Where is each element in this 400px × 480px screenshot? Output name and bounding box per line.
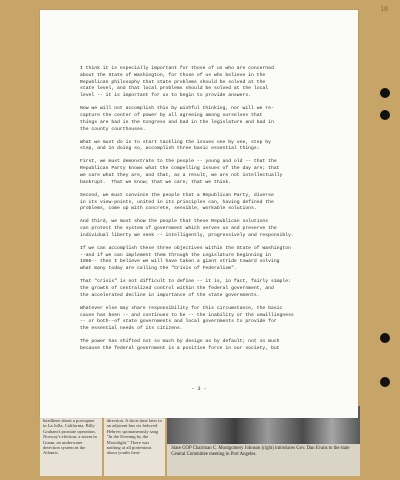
speech-line: Republican philosophy that state problems should be solved at the — [80, 79, 266, 85]
speech-line: I think it is especially important for those of us who are concerned — [80, 66, 274, 71]
speech-line: the growth of centralized control within the federal government, and — [80, 286, 274, 292]
speech-paragraph — [80, 140, 342, 154]
speech-line: The power has shifted not so much by design as by default; not so much — [80, 339, 280, 345]
page-number: - 3 - — [191, 386, 207, 392]
clipping-middle: direction. A short time later in an adjacent bus six beloved Hebrew spontaneously sang "In the Evening by the Moonlight." There was nothing at all portentous about youths beat- — [104, 406, 166, 476]
typed-speech-page — [40, 10, 358, 418]
speech-line: What we must do is to start tackling the issues one by one, step by — [80, 139, 271, 145]
speech-line: bankrupt. That we know; that we care; that we think. — [80, 179, 232, 185]
speech-line: If we can accomplish these three objectives within the State of Washington — [80, 245, 291, 251]
speech-line: we care what they are, and that, as a result, we are not intellectually — [80, 172, 283, 178]
speech-line: what many today are calling the "Crisis of Federalism". — [80, 266, 237, 272]
speech-line: level -- it is important for us to begin to provide answers. — [80, 93, 252, 99]
speech-line: Republican Party knows what the compelling issues of the day are; that — [80, 166, 280, 172]
speech-line: And third, we must show the people that these Republican solutions — [80, 219, 269, 225]
speech-line: That "crisis" is not difficult to define -- it is, in fact, fairly simple: — [80, 279, 291, 285]
speech-text — [80, 66, 342, 359]
photo-caption: State GOP Chairman C. Montgomery Johnson (right) introduces Gov. Dan Evans to the state Central Committee meeting in Port Angeles. — [171, 446, 350, 457]
speech-line: the accelerated decline in importance of the state governments. — [80, 292, 260, 298]
speech-line: -- or both--of state governments and local governments to provide for — [80, 319, 277, 325]
speech-line: in its view-points, united in its principles can, having defined the — [80, 199, 274, 205]
speech-line: problems, come up with concrete, sensible, workable solutions. — [80, 206, 257, 212]
speech-line: things are bad in the Congress and bad in the legislature and bad in — [80, 119, 274, 125]
speech-paragraph — [80, 159, 342, 186]
speech-line: Whatever else may share responsibility for this circumstance, the basic — [80, 305, 283, 311]
speech-paragraph — [80, 246, 342, 273]
speech-line: can protect the system of government which serves us and preserve the — [80, 226, 277, 232]
speech-line: about the State of Washington, for those of us who believe in the — [80, 72, 266, 78]
speech-line: individual liberty we seek -- intelligently, progressively and responsibly. — [80, 232, 294, 238]
speech-paragraph — [80, 193, 342, 213]
speech-paragraph — [80, 106, 342, 133]
binder-hole — [380, 333, 390, 343]
binder-hole — [380, 377, 390, 387]
speech-paragraph — [80, 279, 342, 299]
speech-line: cause has been -- and continues to be -- the inability or the unwillingness — [80, 312, 294, 318]
clipping-left: headlines about a porcupine in La Jolla, California, Billy Graham's prostate operation, Norway's election, a storm in Guam, an underwater detection system in the Atlantic, — [40, 406, 102, 476]
speech-line: capture the center of power by all agreeing among ourselves that — [80, 112, 263, 118]
speech-line: First, we must demonstrate to the people -- young and old -- that the — [80, 159, 277, 165]
speech-line: step, and in doing so, accomplish three basic essential things: — [80, 146, 260, 152]
speech-line: the essential needs of its citizens. — [80, 326, 183, 332]
speech-paragraph — [80, 66, 342, 100]
speech-line: Now we will not accomplish this by wishful thinking, nor will we re- — [80, 106, 274, 112]
speech-paragraph — [80, 339, 342, 353]
binder-hole — [380, 88, 390, 98]
speech-paragraph — [80, 219, 342, 239]
speech-line: the county courthouses. — [80, 126, 146, 132]
speech-line: --and if we can implement them through the Legislature beginning in — [80, 252, 271, 258]
speech-line: because the federal government is a positive force in our society, but — [80, 345, 280, 351]
speech-line: state level, and that local problems should be solved at the local — [80, 86, 269, 92]
album-page-number: 18 — [380, 6, 388, 13]
speech-paragraph — [80, 306, 342, 333]
binder-hole — [380, 110, 390, 120]
speech-line: 1966-- then I believe we will have taken a giant stride toward solving — [80, 259, 280, 265]
speech-line: Second, we must convince the people that a Republican Party, diverse — [80, 192, 274, 198]
